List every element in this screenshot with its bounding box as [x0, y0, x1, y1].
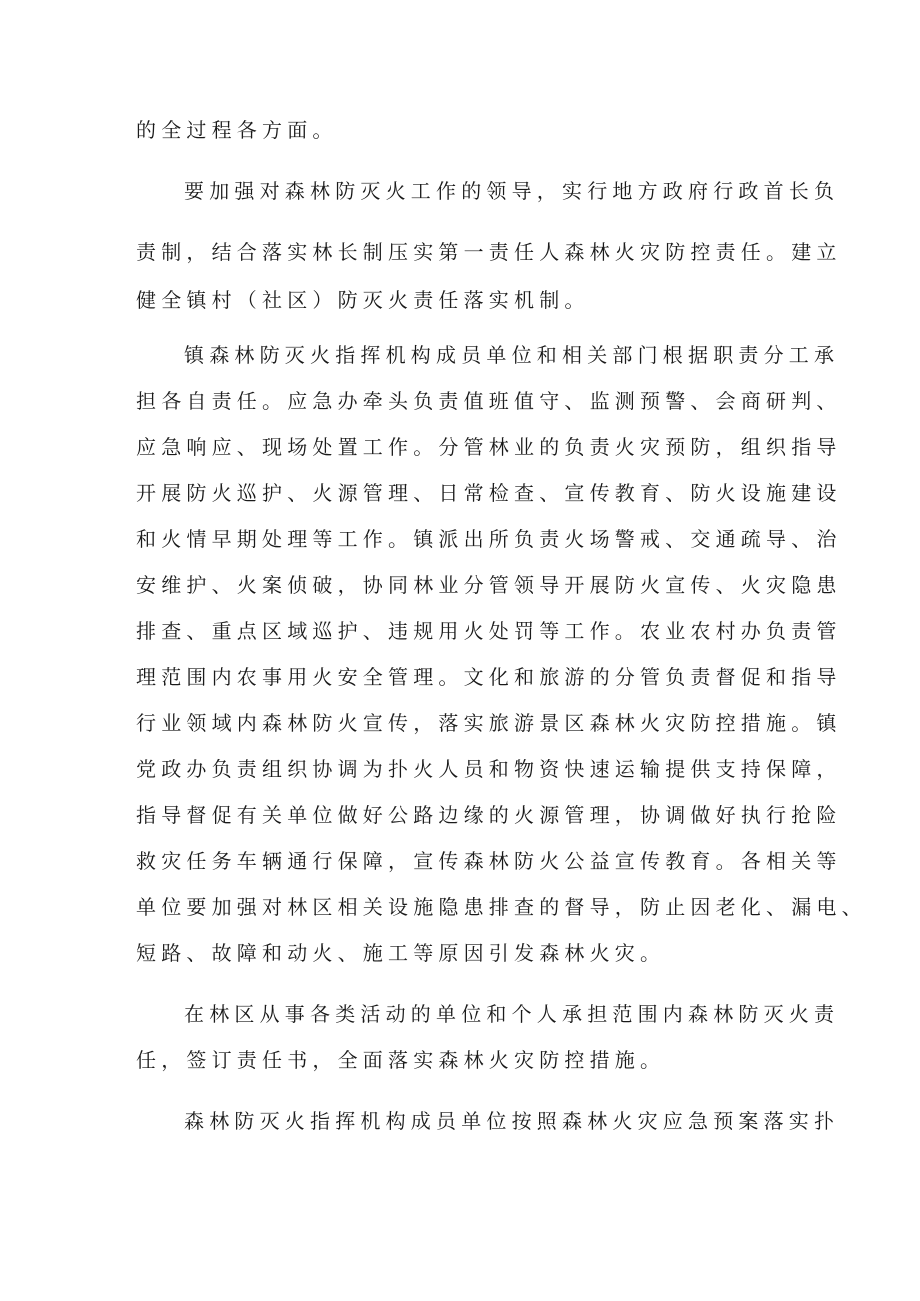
text-line: 任，签订责任书，全面落实森林火灾防控措施。 — [136, 1048, 666, 1072]
text-line: 党政办负责组织协调为扑火人员和物资快速运输提供支持保障， — [136, 757, 842, 781]
text-line: 担各自责任。应急办牵头负责值班值守、监测预警、会商研判、 — [136, 389, 842, 413]
text-line: 安维护、火案侦破，协同林业分管领导开展防火宣传、火灾隐患 — [136, 573, 842, 597]
text-line: 排查、重点区域巡护、违规用火处罚等工作。农业农村办负责管 — [136, 619, 842, 643]
text-line: 责制，结合落实林长制压实第一责任人森林火灾防控责任。建立 — [136, 240, 842, 264]
text-line: 单位要加强对林区相关设施隐患排查的督导，防止因老化、漏电、 — [136, 895, 867, 919]
text-line: 短路、故障和动火、施工等原因引发森林火灾。 — [136, 941, 666, 965]
text-line: 理范围内农事用火安全管理。文化和旅游的分管负责督促和指导 — [136, 665, 842, 689]
text-line: 和火情早期处理等工作。镇派出所负责火场警戒、交通疏导、治 — [136, 527, 842, 551]
text-line: 行业领域内森林防火宣传，落实旅游景区森林火灾防控措施。镇 — [136, 711, 842, 735]
text-line: 指导督促有关单位做好公路边缘的火源管理，协调做好执行抢险 — [136, 803, 842, 827]
text-line: 镇森林防灭火指挥机构成员单位和相关部门根据职责分工承 — [184, 343, 840, 367]
text-line: 要加强对森林防灭火工作的领导，实行地方政府行政首长负 — [184, 179, 840, 203]
text-line: 在林区从事各类活动的单位和个人承担范围内森林防灭火责 — [184, 1002, 840, 1026]
text-line: 救灾任务车辆通行保障，宣传森林防火公益宣传教育。各相关等 — [136, 849, 842, 873]
text-line: 开展防火巡护、火源管理、日常检查、宣传教育、防火设施建设 — [136, 481, 842, 505]
text-line: 应急响应、现场处置工作。分管林业的负责火灾预防，组织指导 — [136, 435, 842, 459]
text-line: 健全镇村（社区）防灭火责任落实机制。 — [136, 288, 590, 312]
text-line: 森林防灭火指挥机构成员单位按照森林火灾应急预案落实扑 — [184, 1109, 840, 1133]
text-line: 的全过程各方面。 — [136, 118, 338, 142]
